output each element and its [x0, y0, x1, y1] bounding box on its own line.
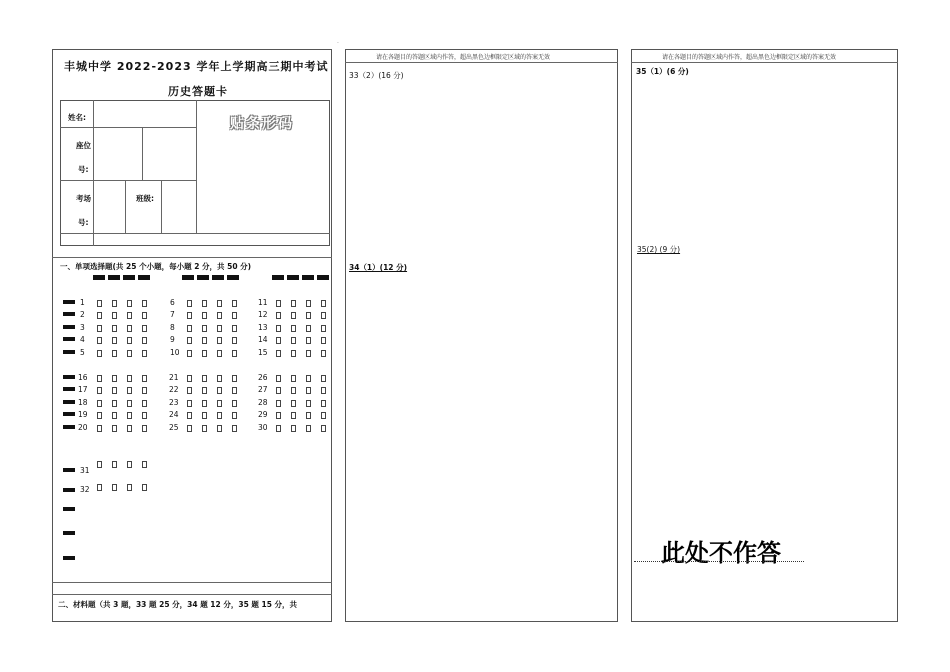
answer-bubble[interactable]: [127, 350, 132, 357]
q35b-label: 35(2) (9 分): [637, 245, 681, 254]
q-number: 14: [258, 335, 268, 344]
answer-bubble[interactable]: [97, 400, 102, 407]
answer-bubble[interactable]: [127, 300, 132, 307]
answer-bubble[interactable]: [202, 337, 207, 344]
q-number: 1: [80, 298, 85, 307]
q-number: 17: [78, 385, 88, 394]
answer-bubble[interactable]: [306, 425, 311, 432]
answer-bubble[interactable]: [127, 312, 132, 319]
answer-bubble[interactable]: [276, 312, 281, 319]
q33-label: 33（2）(16 分): [349, 71, 404, 80]
answer-bubble[interactable]: [276, 375, 281, 382]
answer-bubble[interactable]: [276, 412, 281, 419]
q35a-label: 35（1）(6 分): [636, 67, 689, 76]
q-number: 30: [258, 423, 268, 432]
answer-bubble[interactable]: [97, 300, 102, 307]
answer-bubble[interactable]: [142, 461, 147, 468]
q-number: 6: [170, 298, 175, 307]
answer-bubble[interactable]: [232, 325, 237, 332]
notice-col3: 请在各题目的答题区域内作答，超出黑色边框限定区域的答案无效: [662, 54, 837, 61]
answer-bubble[interactable]: [217, 387, 222, 394]
q-number: 9: [170, 335, 175, 344]
answer-bubble[interactable]: [306, 400, 311, 407]
answer-bubble[interactable]: [306, 387, 311, 394]
q-number: 27: [258, 385, 268, 394]
notice-col2: 请在各题目的答题区域内作答，超出黑色边框限定区域的答案无效: [376, 54, 551, 61]
answer-bubble[interactable]: [202, 312, 207, 319]
q-number: 22: [169, 385, 179, 394]
answer-bubble[interactable]: [127, 412, 132, 419]
answer-bubble[interactable]: [97, 484, 102, 491]
answer-bubble[interactable]: [217, 425, 222, 432]
answer-bubble[interactable]: [127, 425, 132, 432]
answer-bubble[interactable]: [321, 375, 326, 382]
column-2: [345, 49, 618, 622]
answer-bubble[interactable]: [291, 387, 296, 394]
answer-bubble[interactable]: [142, 425, 147, 432]
answer-bubble[interactable]: [276, 300, 281, 307]
answer-bubble[interactable]: [187, 400, 192, 407]
answer-bubble[interactable]: [306, 312, 311, 319]
answer-bubble[interactable]: [112, 375, 117, 382]
answer-bubble[interactable]: [306, 375, 311, 382]
answer-bubble[interactable]: [187, 412, 192, 419]
answer-bubble[interactable]: [97, 387, 102, 394]
answer-bubble[interactable]: [127, 387, 132, 394]
answer-bubble[interactable]: [127, 337, 132, 344]
answer-bubble[interactable]: [321, 300, 326, 307]
barcode-label: 贴条形码: [230, 116, 294, 132]
answer-bubble[interactable]: [127, 461, 132, 468]
answer-bubble[interactable]: [142, 412, 147, 419]
answer-bubble[interactable]: [276, 425, 281, 432]
answer-bubble[interactable]: [187, 425, 192, 432]
answer-bubble[interactable]: [232, 387, 237, 394]
answer-bubble[interactable]: [97, 425, 102, 432]
answer-bubble[interactable]: [127, 400, 132, 407]
answer-bubble[interactable]: [321, 412, 326, 419]
exam-title: 丰城中学 2022-2023 学年上学期高三期中考试: [64, 60, 329, 73]
card-subtitle: 历史答题卡: [168, 85, 228, 98]
q-number: 25: [169, 423, 179, 432]
class-label: 班级:: [136, 194, 154, 203]
q-number: 31: [80, 466, 90, 475]
q-number: 2: [80, 310, 85, 319]
answer-bubble[interactable]: [232, 412, 237, 419]
answer-bubble[interactable]: [142, 300, 147, 307]
answer-bubble[interactable]: [127, 484, 132, 491]
answer-bubble[interactable]: [112, 312, 117, 319]
q-number: 4: [80, 335, 85, 344]
answer-bubble[interactable]: [276, 400, 281, 407]
answer-bubble[interactable]: [306, 325, 311, 332]
answer-bubble[interactable]: [276, 387, 281, 394]
answer-bubble[interactable]: [97, 325, 102, 332]
answer-bubble[interactable]: [97, 337, 102, 344]
answer-bubble[interactable]: [232, 400, 237, 407]
q-number: 7: [170, 310, 175, 319]
answer-bubble[interactable]: [202, 425, 207, 432]
answer-bubble[interactable]: [202, 300, 207, 307]
q-number: 19: [78, 410, 88, 419]
room-label-2: 号:: [78, 218, 89, 227]
q-number: 20: [78, 423, 88, 432]
answer-bubble[interactable]: [112, 425, 117, 432]
q-number: 21: [169, 373, 179, 382]
answer-bubble[interactable]: [202, 325, 207, 332]
page-mark: .: [337, 38, 339, 45]
answer-bubble[interactable]: [187, 300, 192, 307]
answer-bubble[interactable]: [291, 325, 296, 332]
answer-bubble[interactable]: [142, 484, 147, 491]
answer-bubble[interactable]: [112, 461, 117, 468]
answer-bubble[interactable]: [187, 337, 192, 344]
answer-bubble[interactable]: [112, 484, 117, 491]
answer-bubble[interactable]: [97, 375, 102, 382]
q-number: 28: [258, 398, 268, 407]
answer-bubble[interactable]: [187, 387, 192, 394]
answer-bubble[interactable]: [142, 387, 147, 394]
no-answer-underline: [634, 561, 804, 562]
q-number: 32: [80, 485, 90, 494]
answer-bubble[interactable]: [306, 350, 311, 357]
answer-bubble[interactable]: [217, 337, 222, 344]
q-number: 10: [170, 348, 180, 357]
answer-bubble[interactable]: [321, 350, 326, 357]
answer-bubble[interactable]: [112, 387, 117, 394]
answer-bubble[interactable]: [187, 350, 192, 357]
answer-bubble[interactable]: [127, 325, 132, 332]
answer-bubble[interactable]: [142, 400, 147, 407]
answer-bubble[interactable]: [127, 375, 132, 382]
answer-bubble[interactable]: [232, 425, 237, 432]
answer-bubble[interactable]: [232, 350, 237, 357]
answer-bubble[interactable]: [202, 350, 207, 357]
answer-bubble[interactable]: [291, 337, 296, 344]
q-number: 3: [80, 323, 85, 332]
q-number: 15: [258, 348, 268, 357]
answer-bubble[interactable]: [97, 312, 102, 319]
answer-bubble[interactable]: [142, 325, 147, 332]
answer-bubble[interactable]: [321, 337, 326, 344]
answer-bubble[interactable]: [276, 325, 281, 332]
q-number: 26: [258, 373, 268, 382]
answer-bubble[interactable]: [291, 425, 296, 432]
seat-label-2: 号:: [78, 165, 89, 174]
answer-bubble[interactable]: [321, 387, 326, 394]
q-number: 16: [78, 373, 88, 382]
answer-bubble[interactable]: [217, 325, 222, 332]
answer-bubble[interactable]: [232, 375, 237, 382]
answer-bubble[interactable]: [276, 337, 281, 344]
answer-bubble[interactable]: [217, 312, 222, 319]
q-number: 5: [80, 348, 85, 357]
answer-bubble[interactable]: [291, 400, 296, 407]
answer-bubble[interactable]: [202, 375, 207, 382]
section2-title: 二、材料题（共 3 题，33 题 25 分，34 题 12 分，35 题 15 分，共: [58, 600, 298, 609]
answer-bubble[interactable]: [291, 300, 296, 307]
q-number: 13: [258, 323, 268, 332]
answer-bubble[interactable]: [97, 461, 102, 468]
answer-bubble[interactable]: [187, 325, 192, 332]
answer-bubble[interactable]: [112, 350, 117, 357]
q-number: 18: [78, 398, 88, 407]
answer-bubble[interactable]: [321, 325, 326, 332]
answer-bubble[interactable]: [306, 300, 311, 307]
answer-bubble[interactable]: [202, 400, 207, 407]
answer-bubble[interactable]: [291, 350, 296, 357]
answer-bubble[interactable]: [142, 350, 147, 357]
answer-bubble[interactable]: [112, 337, 117, 344]
answer-bubble[interactable]: [321, 312, 326, 319]
q-number: 29: [258, 410, 268, 419]
q34-label: 34（1）(12 分): [349, 263, 408, 272]
answer-bubble[interactable]: [217, 375, 222, 382]
answer-bubble[interactable]: [217, 412, 222, 419]
answer-bubble[interactable]: [97, 350, 102, 357]
q-number: 24: [169, 410, 179, 419]
answer-bubble[interactable]: [187, 312, 192, 319]
answer-bubble[interactable]: [217, 400, 222, 407]
answer-bubble[interactable]: [291, 312, 296, 319]
no-answer-area-label: 此处不作答: [661, 539, 781, 567]
answer-bubble[interactable]: [217, 300, 222, 307]
answer-bubble[interactable]: [232, 312, 237, 319]
answer-bubble[interactable]: [187, 375, 192, 382]
answer-bubble[interactable]: [232, 300, 237, 307]
answer-bubble[interactable]: [291, 375, 296, 382]
answer-bubble[interactable]: [97, 412, 102, 419]
answer-bubble[interactable]: [142, 337, 147, 344]
room-label-1: 考场: [76, 194, 91, 203]
answer-bubble[interactable]: [217, 350, 222, 357]
answer-bubble[interactable]: [321, 425, 326, 432]
q-number: 8: [170, 323, 175, 332]
answer-bubble[interactable]: [232, 337, 237, 344]
answer-bubble[interactable]: [142, 312, 147, 319]
answer-bubble[interactable]: [306, 412, 311, 419]
seat-label-1: 座位: [76, 141, 91, 150]
q-number: 11: [258, 298, 268, 307]
answer-bubble[interactable]: [202, 387, 207, 394]
answer-bubble[interactable]: [202, 412, 207, 419]
answer-bubble[interactable]: [112, 325, 117, 332]
section1-title: 一、单项选择题(共 25 个小题，每小题 2 分，共 50 分): [60, 262, 252, 271]
q-number: 12: [258, 310, 268, 319]
q-number: 23: [169, 398, 179, 407]
answer-bubble[interactable]: [142, 375, 147, 382]
answer-bubble[interactable]: [306, 337, 311, 344]
answer-bubble[interactable]: [112, 400, 117, 407]
answer-bubble[interactable]: [112, 300, 117, 307]
answer-bubble[interactable]: [112, 412, 117, 419]
answer-bubble[interactable]: [291, 412, 296, 419]
answer-bubble[interactable]: [321, 400, 326, 407]
name-label: 姓名:: [68, 113, 86, 122]
answer-bubble[interactable]: [276, 350, 281, 357]
